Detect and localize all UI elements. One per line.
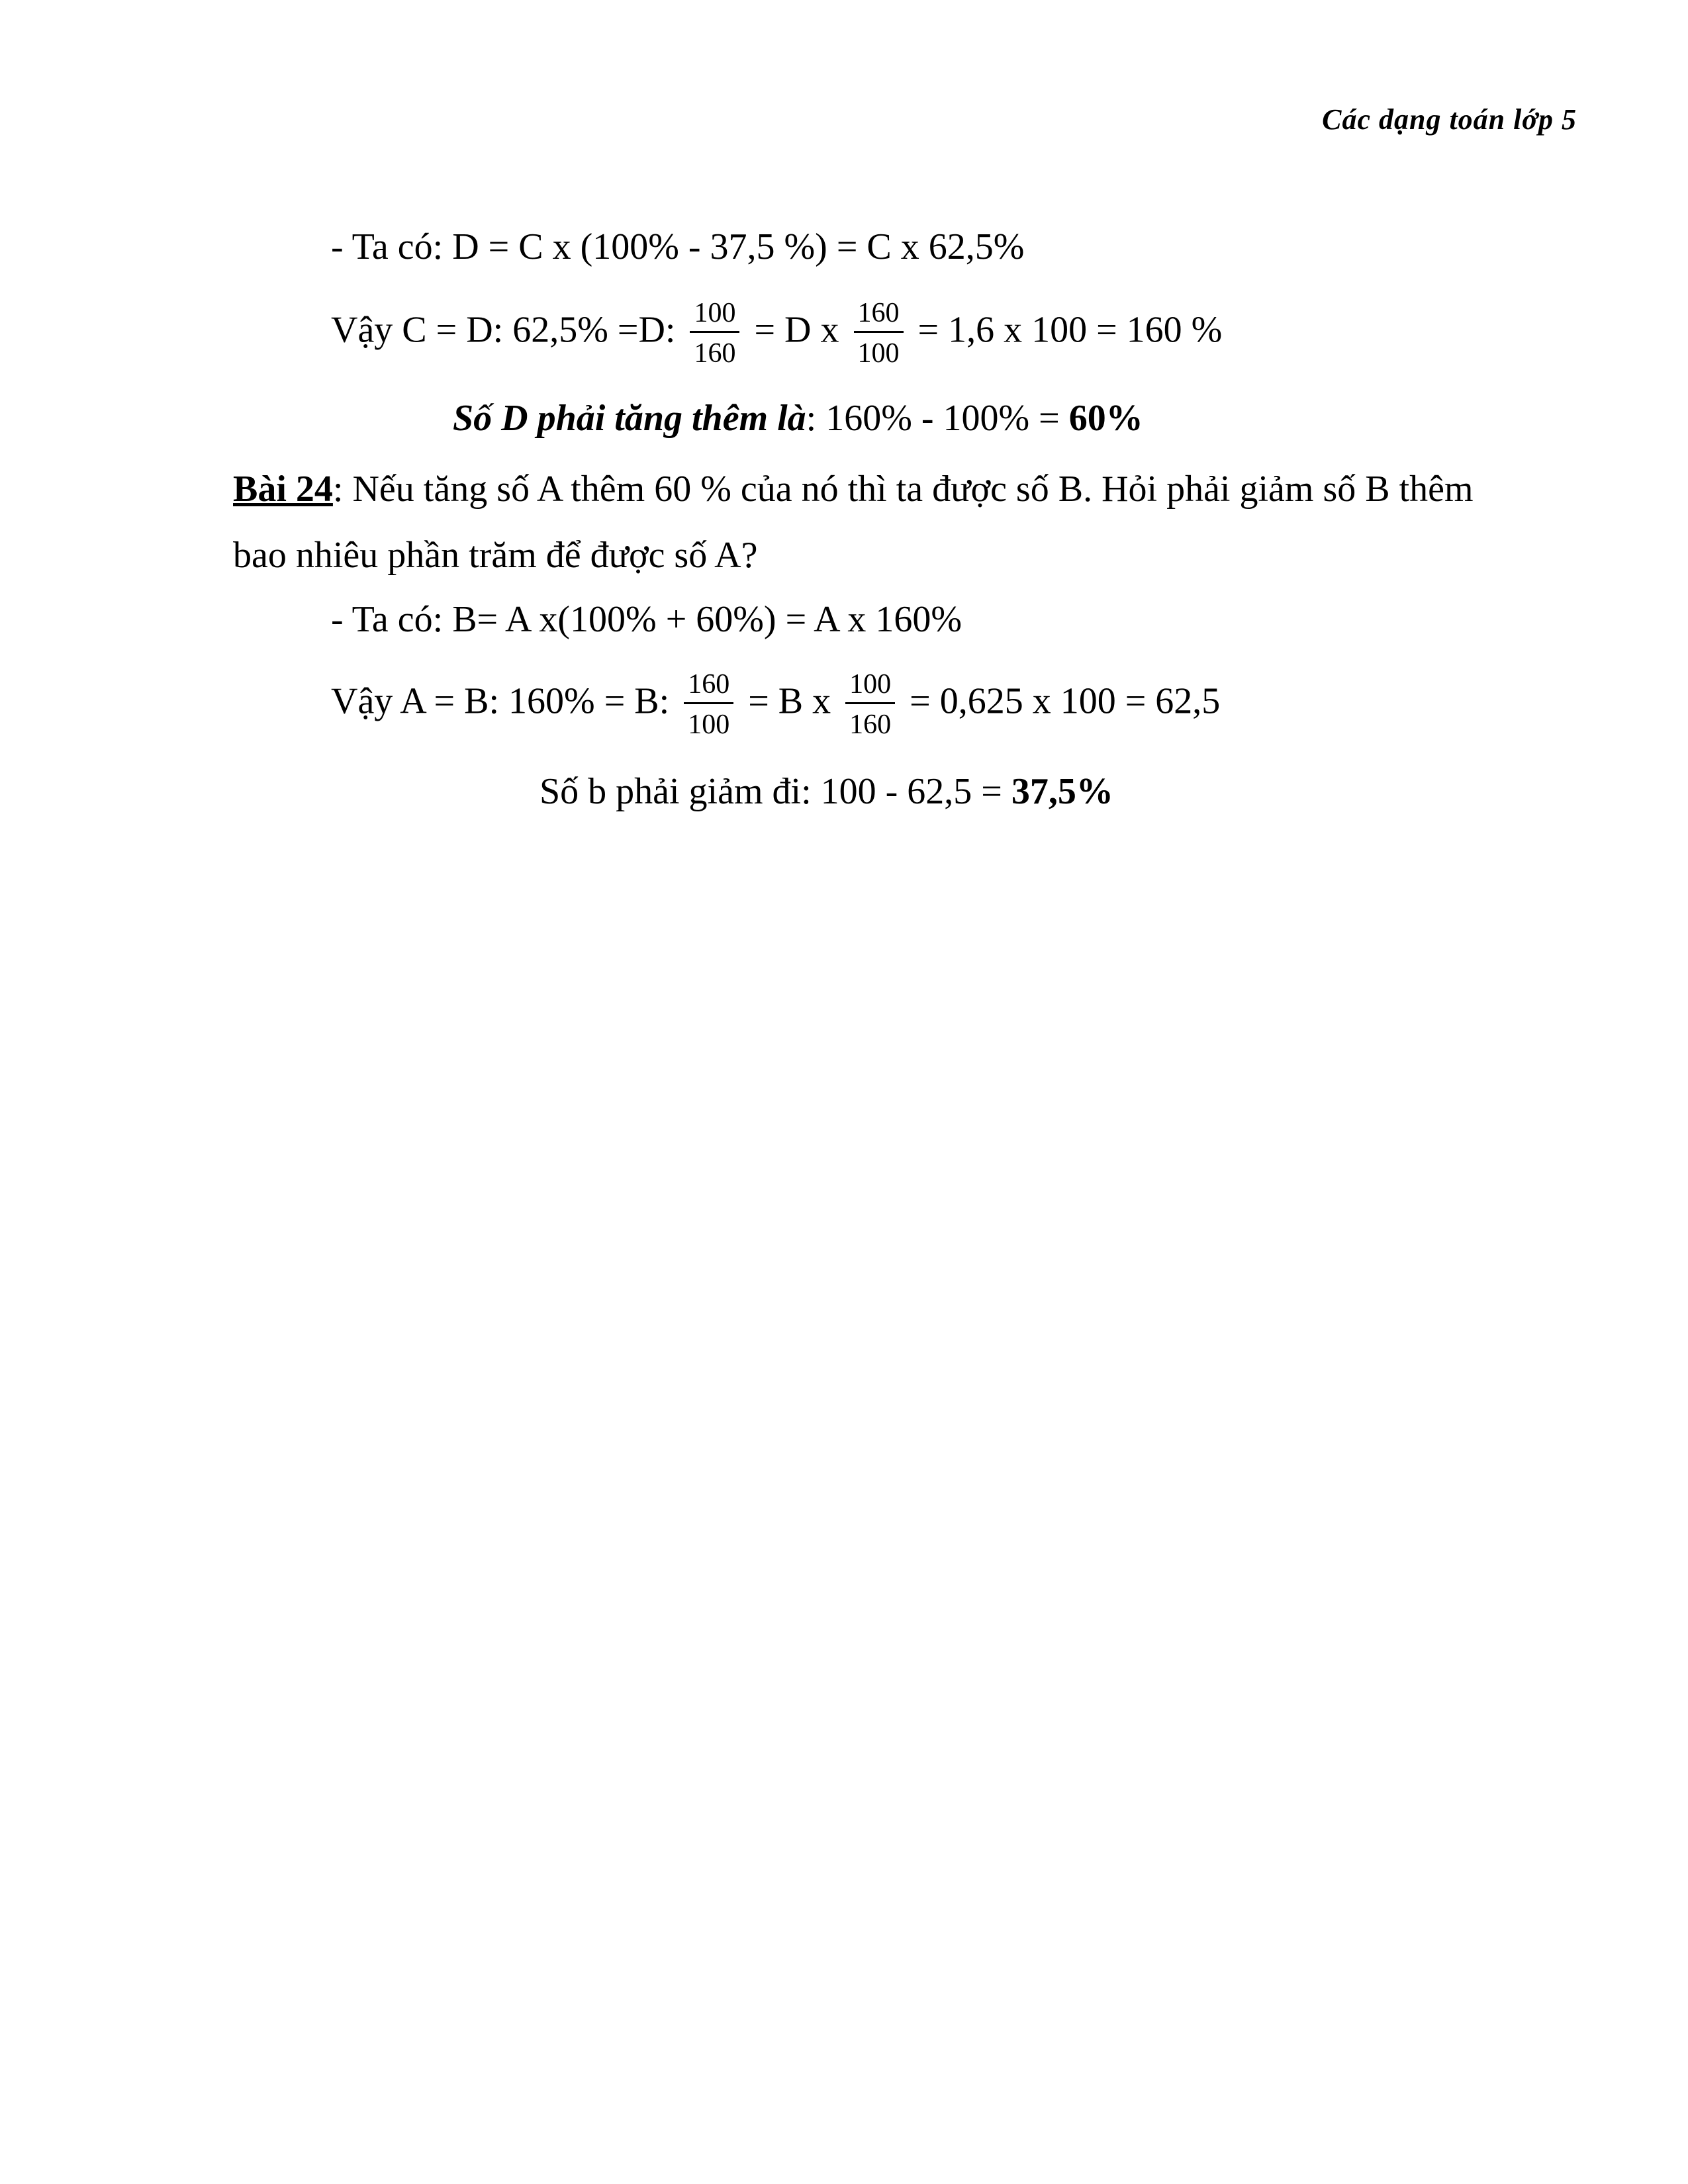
fraction xyxy=(690,299,739,367)
fraction xyxy=(684,670,733,739)
conclusion-label: Số D phải tăng thêm là xyxy=(453,398,806,439)
problem-24-line-2: bao nhiêu phần trăm để được số A? xyxy=(233,535,758,576)
fraction-denominator: 160 xyxy=(849,709,892,740)
solution-line-3: - Ta có: B= A x(100% + 60%) = A x 160% xyxy=(331,599,962,640)
conclusion-text: Số b phải giảm đi: 100 - 62,5 = xyxy=(539,771,1011,812)
equation-middle: = B x xyxy=(748,680,831,722)
solution-line-1: - Ta có: D = C x (100% - 37,5 %) = C x 62,5% xyxy=(331,226,1025,267)
equation-middle: = D x xyxy=(754,309,839,351)
conclusion-result: 37,5% xyxy=(1011,771,1113,812)
fraction-numerator: 100 xyxy=(690,299,739,333)
solution-line-4 xyxy=(331,670,1220,739)
solution-line-2 xyxy=(331,299,1222,367)
problem-text: : Nếu tăng số A thêm 60 % của nó thì ta được số B. Hỏi phải giảm số B thêm xyxy=(332,469,1474,510)
equation-prefix: Vậy A = B: 160% = B: xyxy=(331,680,670,722)
problem-label: Bài 24 xyxy=(233,469,333,510)
document-header: Các dạng toán lớp 5 xyxy=(1322,103,1577,136)
equation-suffix: = 0,625 x 100 = 62,5 xyxy=(910,680,1221,722)
problem-24-line-1 xyxy=(233,471,1474,508)
conclusion-result: 60% xyxy=(1068,398,1143,439)
equation-prefix: Vậy C = D: 62,5% =D: xyxy=(331,309,676,351)
fraction-numerator: 100 xyxy=(845,670,895,704)
conclusion-text: : 160% - 100% = xyxy=(806,398,1069,439)
equation-suffix: = 1,6 x 100 = 160 % xyxy=(917,309,1223,351)
fraction xyxy=(854,299,904,367)
conclusion-line-1 xyxy=(453,400,1143,437)
fraction-denominator: 100 xyxy=(688,709,730,740)
fraction-denominator: 100 xyxy=(857,338,900,369)
fraction xyxy=(845,670,895,739)
conclusion-line-2 xyxy=(539,773,1113,810)
fraction-denominator: 160 xyxy=(694,338,736,369)
fraction-numerator: 160 xyxy=(684,670,733,704)
fraction-numerator: 160 xyxy=(854,299,904,333)
